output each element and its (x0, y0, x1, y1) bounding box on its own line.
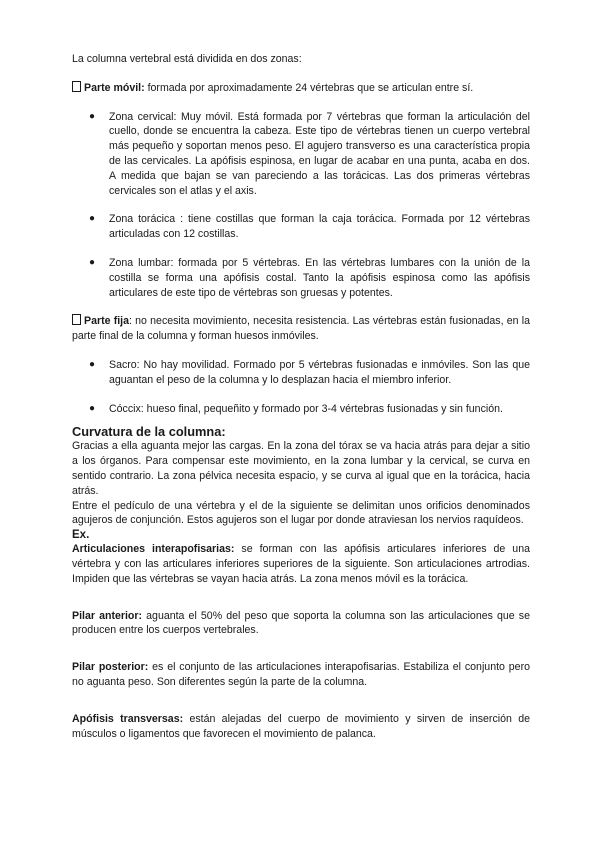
parte-movil-text: formada por aproximadamente 24 vértebras que se articulan entre sí. (147, 81, 474, 94)
list-item-text: Zona torácica : tiene costillas que forman la caja torácica. Formada por 12 vértebras articuladas con 12 costillas. (109, 213, 530, 241)
pilar-posterior-paragraph (72, 660, 530, 690)
intro-text: La columna vertebral está dividida en dos zonas: (72, 53, 302, 65)
list-item (72, 402, 530, 417)
apofisis-text: están alejadas del cuerpo de movimiento y sirven de inserción de músculos o ligamentos que favorecen el movimiento de palanca. (72, 712, 530, 740)
curvatura-heading: Curvatura de la columna: (72, 424, 226, 440)
curvatura-paragraph-1: Gracias a ella aguanta mejor las cargas. En la zona del tórax se va hacia atrás para dejar a sitio a los órganos. Para compensar este movimiento, en la zona lumbar y la cervical, se curva en sentido contrario. La zona pélvica necesita espacio, y se curva al igual que en la torácica, hacia atrás. (72, 440, 530, 497)
apofisis-paragraph (72, 712, 530, 742)
list-item-text: Cóccix: hueso final, pequeñito y formado por 3-4 vértebras fusionadas y sin función. (109, 402, 503, 415)
parte-movil-paragraph (72, 81, 530, 96)
bullet-icon: ● (89, 402, 96, 414)
parte-movil-title: Parte móvil: (84, 81, 145, 94)
list-item (72, 212, 530, 242)
parte-fija-title: Parte fija (84, 315, 130, 328)
pilar-anterior-paragraph (72, 609, 530, 639)
list-item (72, 358, 530, 388)
bullet-icon: ● (89, 256, 96, 268)
parte-movil-list (72, 110, 530, 301)
bullet-icon: ● (89, 110, 96, 122)
parte-fija-list (72, 358, 530, 416)
parte-fija-paragraph (72, 314, 530, 344)
checkbox-glyph-icon (72, 314, 81, 325)
document-page (72, 52, 530, 741)
pilar-anterior-title: Pilar anterior: (72, 609, 143, 622)
list-item (72, 256, 530, 300)
ex-label: Ex. (72, 529, 90, 542)
checkbox-glyph-icon (72, 81, 81, 92)
articulaciones-text: se forman con las apófisis articulares inferiores de una vértebra y con las articulares inferiores superiores de la siguiente. Son articulaciones artrodias. Impiden que las vértebras se vayan hacia atrás. La zona menos móvil es la torácica. (72, 543, 530, 585)
bullet-icon: ● (89, 358, 96, 370)
pilar-posterior-text: es el conjunto de las articulaciones interapofisarias. Estabiliza el conjunto pero no aguanta peso. Son diferentes según la parte de la columna. (72, 661, 530, 688)
articulaciones-title: Articulaciones interapofisarias: (72, 543, 235, 556)
pilar-anterior-text: aguanta el 50% del peso que soporta la columna son las articulaciones que se producen entre los cuerpos vertebrales. (72, 609, 530, 637)
bullet-icon: ● (89, 213, 96, 225)
list-item-text: Zona lumbar: formada por 5 vértebras. En las vértebras lumbares con la unión de la costilla se forma una apófisis costal. Tanto la apófisis espinosa como las apófisis articulares de este tipo de vértebras son gruesas y potentes. (109, 256, 530, 299)
apofisis-title: Apófisis transversas: (72, 712, 184, 725)
articulaciones-paragraph (72, 542, 530, 586)
list-item-text: Zona cervical: Muy móvil. Está formada por 7 vértebras que forman la articulación del cuello, donde se encuentra la cabeza. Este tipo de vértebras tienen un cuerpo vertebral más pequeño y soportan menos peso. El agujero transverso es una característica propia de las cervicales. La apófisis espinosa, en lugar de acabar en una punta, acaba en dos. A medida que bajan se van pareciendo a las torácicas. Las dos primeras vértebras cervicales son el atlas y el axis. (109, 110, 530, 197)
curvatura-paragraph-2: Entre el pedículo de una vértebra y el de la siguiente se delimitan unos orificios denominados agujeros de conjunción. Estos agujeros son el lugar por donde atraviesan los nervios raquídeos. (72, 499, 530, 527)
pilar-posterior-title: Pilar posterior: (72, 661, 149, 674)
list-item-text: Sacro: No hay movilidad. Formado por 5 vértebras fusionadas e inmóviles. Son las que aguantan el peso de la columna y lo desplazan hacia el miembro inferior. (109, 358, 530, 386)
parte-fija-text: : no necesita movimiento, necesita resistencia. Las vértebras están fusionadas, en la parte final de la columna y forman huesos inmóviles. (72, 315, 530, 343)
list-item (72, 110, 530, 199)
